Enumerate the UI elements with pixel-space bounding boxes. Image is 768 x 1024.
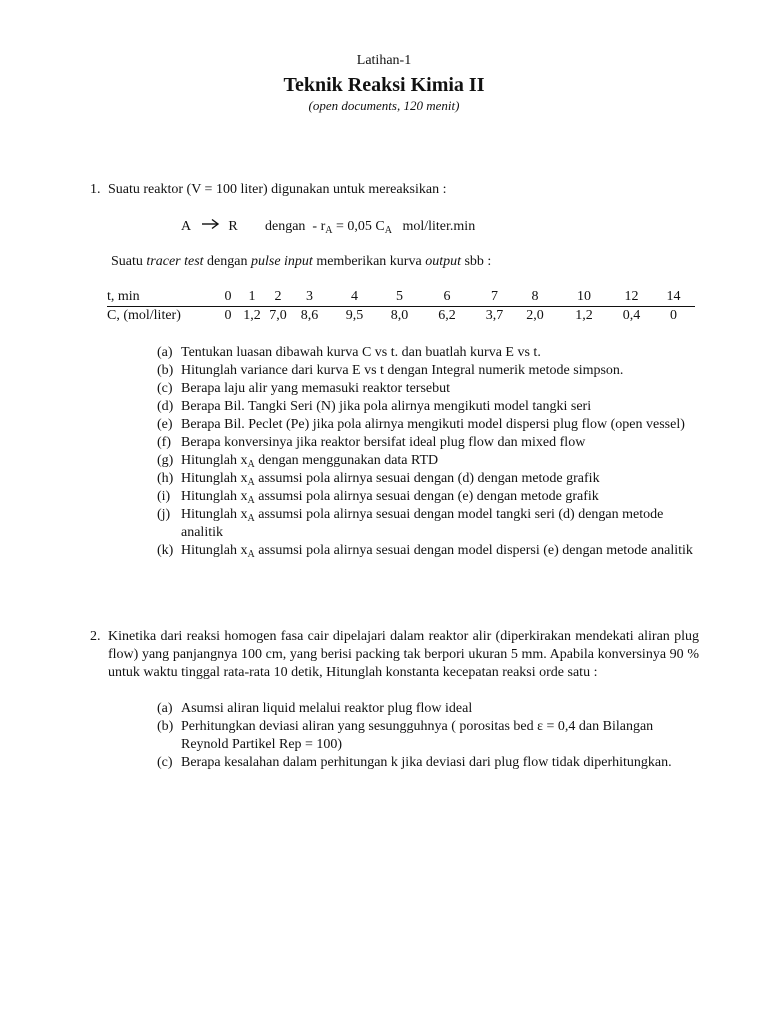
- sub-question-item: [157, 398, 705, 416]
- sub-question-item: [157, 754, 697, 772]
- concentration-value: 0: [224, 308, 232, 323]
- time-value: 6: [418, 288, 476, 307]
- sub-question-item: [157, 416, 705, 434]
- arrow-right-icon: [200, 218, 222, 230]
- concentration-subscript: A: [384, 225, 392, 236]
- sub-question-text: assumsi pola alirnya sesuai dengan model tangki seri (d) dengan metode analitik: [181, 507, 664, 540]
- time-value: 14: [652, 288, 695, 307]
- time-value: 7: [476, 288, 513, 307]
- concentration-value: 6,2: [438, 308, 456, 323]
- concentration-value: 8,6: [300, 308, 319, 323]
- sub-question-item: [157, 718, 697, 754]
- variable-subscript: A: [247, 459, 255, 470]
- sub-question-text: Hitunglah x: [181, 507, 248, 522]
- time-header: t, min: [107, 288, 217, 307]
- sub-question-item: [157, 700, 697, 718]
- sub-question-marker: (k): [157, 543, 174, 558]
- tracer-term: output: [425, 254, 461, 269]
- sub-question-item: [157, 506, 705, 542]
- sub-question-text: Perhitungkan deviasi aliran yang sesungguhnya ( porositas bed ε = 0,4 dan Bilangan Reynold Partikel Rep = 100): [181, 719, 654, 752]
- tracer-term: pulse input: [250, 254, 313, 269]
- exam-note: (open documents, 120 menit): [308, 98, 460, 113]
- sub-question-text: Hitunglah x: [181, 543, 248, 558]
- rate-unit: mol/liter.min: [391, 219, 476, 234]
- rate-expression: = 0,05 C: [332, 219, 385, 234]
- exercise-label: Latihan-1: [356, 53, 412, 68]
- sub-question-marker: (h): [157, 471, 174, 486]
- sub-question-text: Berapa laju alir yang memasuki reaktor tersebut: [181, 381, 451, 396]
- document-title: Teknik Reaksi Kimia II: [283, 74, 485, 96]
- sub-question-item: [157, 380, 705, 398]
- concentration-value: 2,0: [526, 308, 544, 323]
- concentration-value: 1,2: [243, 308, 261, 323]
- sub-question-item: [157, 362, 705, 380]
- question-1-subitems: [157, 344, 705, 560]
- concentration-value: 8,0: [390, 308, 409, 323]
- tracer-text: sbb :: [460, 254, 492, 269]
- tracer-text: memberikan kurva: [312, 254, 426, 269]
- product-r: R: [228, 219, 238, 234]
- tracer-text: dengan: [203, 254, 251, 269]
- sub-question-marker: (f): [157, 435, 171, 450]
- sub-question-text: assumsi pola alirnya sesuai dengan (d) dengan metode grafik: [254, 471, 600, 486]
- time-value: 1: [239, 288, 265, 307]
- sub-question-text: Hitunglah x: [181, 453, 248, 468]
- sub-question-text: Berapa Bil. Tangki Seri (N) jika pola alirnya mengikuti model tangki seri: [181, 399, 592, 414]
- concentration-row: [107, 307, 695, 326]
- sub-question-text: Hitunglah x: [181, 489, 248, 504]
- tracer-data-table: [107, 288, 695, 325]
- tracer-text: Suatu: [111, 254, 147, 269]
- reactant-a: A: [181, 219, 191, 234]
- sub-question-item: [157, 434, 705, 452]
- concentration-value: 1,2: [575, 308, 593, 323]
- concentration-header: C, (mol/liter): [107, 308, 181, 323]
- time-value: 4: [328, 288, 381, 307]
- sub-question-text: Berapa Bil. Peclet (Pe) jika pola alirnya mengikuti model dispersi plug flow (open vessel): [181, 417, 685, 432]
- variable-subscript: A: [247, 477, 255, 488]
- concentration-value: 0,4: [622, 308, 641, 323]
- time-value: 10: [557, 288, 611, 307]
- time-row: [107, 288, 695, 307]
- sub-question-marker: (b): [157, 363, 174, 378]
- sub-question-text: Berapa kesalahan dalam perhitungan k jika deviasi dari plug flow tidak diperhitungkan.: [181, 755, 672, 770]
- rate-law: [265, 218, 475, 236]
- tracer-term: tracer test: [146, 254, 204, 269]
- sub-question-text: Asumsi aliran liquid melalui reaktor plug flow ideal: [181, 701, 473, 716]
- sub-question-text: dengan menggunakan data RTD: [254, 453, 439, 468]
- question-2-number: 2.: [90, 629, 101, 644]
- sub-question-item: [157, 344, 705, 362]
- sub-question-text: Berapa konversinya jika reaktor bersifat ideal plug flow dan mixed flow: [181, 435, 586, 450]
- time-value: 12: [611, 288, 652, 307]
- sub-question-item: [157, 542, 705, 560]
- sub-question-text: assumsi pola alirnya sesuai dengan (e) dengan metode grafik: [254, 489, 599, 504]
- time-value: 5: [381, 288, 418, 307]
- sub-question-marker: (g): [157, 453, 174, 468]
- concentration-value: 3,7: [485, 308, 504, 323]
- sub-question-marker: (e): [157, 417, 173, 432]
- sub-question-marker: (c): [157, 755, 173, 770]
- time-value: 0: [217, 288, 239, 307]
- sub-question-item: [157, 470, 705, 488]
- sub-question-item: [157, 488, 705, 506]
- variable-subscript: A: [247, 549, 255, 560]
- question-1-number: 1.: [90, 182, 101, 197]
- time-value: 3: [291, 288, 328, 307]
- time-value: 8: [513, 288, 557, 307]
- sub-question-marker: (d): [157, 399, 174, 414]
- concentration-value: 7,0: [269, 308, 287, 323]
- sub-question-text: Tentukan luasan dibawah kurva C vs t. dan buatlah kurva E vs t.: [181, 345, 541, 360]
- concentration-value: 0: [670, 308, 677, 323]
- sub-question-marker: (c): [157, 381, 173, 396]
- sub-question-marker: (a): [157, 701, 173, 716]
- sub-question-marker: (i): [157, 489, 171, 504]
- variable-subscript: A: [247, 513, 255, 524]
- sub-question-marker: (j): [157, 507, 171, 522]
- reaction-equation: [181, 218, 238, 236]
- sub-question-marker: (b): [157, 719, 174, 734]
- question-1-intro: Suatu reaktor (V = 100 liter) digunakan untuk mereaksikan :: [108, 182, 447, 197]
- time-value: 2: [265, 288, 291, 307]
- sub-question-text: Hitunglah x: [181, 471, 248, 486]
- question-2-intro: Kinetika dari reaksi homogen fasa cair dipelajari dalam reaktor alir (diperkirakan mendekati aliran plug flow) yang panjangnya 100 cm, yang berisi packing tak berpori ukuran 5 mm. Apabila konversinya 90 % untuk waktu tinggal rata-rata 10 detik, Hitunglah konstanta kecepatan reaksi orde satu :: [108, 629, 699, 680]
- rate-subscript: A: [325, 225, 333, 236]
- rate-prefix: dengan - r: [265, 219, 326, 234]
- document-header: [0, 52, 768, 114]
- tracer-test-sentence: [111, 253, 491, 271]
- sub-question-text: Hitunglah variance dari kurva E vs t dengan Integral numerik metode simpson.: [181, 363, 624, 378]
- question-2-subitems: [157, 700, 697, 772]
- concentration-value: 9,5: [345, 308, 364, 323]
- variable-subscript: A: [247, 495, 255, 506]
- sub-question-text: assumsi pola alirnya sesuai dengan model dispersi (e) dengan metode analitik: [254, 543, 693, 558]
- sub-question-marker: (a): [157, 345, 173, 360]
- sub-question-item: [157, 452, 705, 470]
